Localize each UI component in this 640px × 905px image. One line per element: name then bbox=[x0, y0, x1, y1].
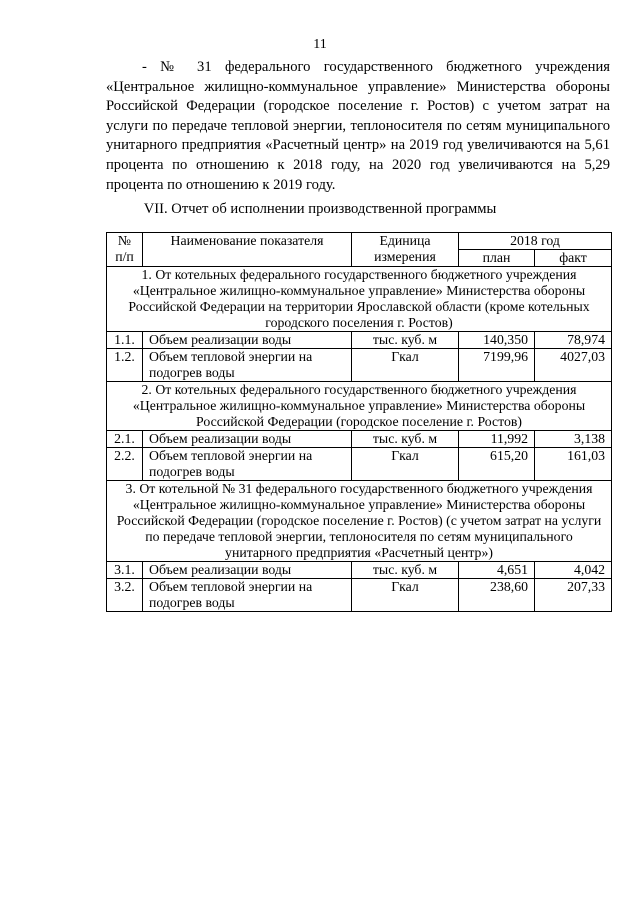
group-row bbox=[107, 481, 612, 562]
row-name: Объем тепловой энергии на подогрев воды bbox=[143, 349, 352, 382]
row-num: 1.1. bbox=[107, 332, 143, 349]
row-plan: 615,20 bbox=[459, 448, 535, 481]
table-row bbox=[107, 349, 612, 382]
section-title: VII. Отчет об исполнении производственной программы bbox=[143, 201, 497, 217]
row-num: 3.2. bbox=[107, 579, 143, 612]
header-unit-line2: измерения bbox=[374, 249, 436, 264]
table-header-row bbox=[107, 233, 612, 250]
header-name: Наименование показателя bbox=[143, 233, 352, 267]
row-unit: Гкал bbox=[352, 349, 459, 382]
header-year: 2018 год bbox=[459, 233, 612, 250]
row-fact: 207,33 bbox=[535, 579, 612, 612]
table-row bbox=[107, 332, 612, 349]
row-unit: тыс. куб. м bbox=[352, 332, 459, 349]
header-num-line2: п/п bbox=[115, 249, 134, 264]
row-unit: тыс. куб. м bbox=[352, 431, 459, 448]
row-plan: 7199,96 bbox=[459, 349, 535, 382]
row-name: Объем тепловой энергии на подогрев воды bbox=[143, 448, 352, 481]
group-row bbox=[107, 382, 612, 431]
table-row bbox=[107, 448, 612, 481]
production-report-table bbox=[106, 232, 612, 612]
header-unit bbox=[352, 233, 459, 267]
row-plan: 11,992 bbox=[459, 431, 535, 448]
row-name: Объем реализации воды bbox=[143, 431, 352, 448]
header-num-line1: № bbox=[117, 233, 132, 248]
row-plan: 140,350 bbox=[459, 332, 535, 349]
row-num: 1.2. bbox=[107, 349, 143, 382]
group-title: 1. От котельных федерального государственного бюджетного учреждения «Центральное жилищно-коммунальное управление» Министерства обороны Российской Федерации на территории Ярославской области (кроме котельных городского поселения г. Ростов) bbox=[107, 267, 612, 332]
group-row bbox=[107, 267, 612, 332]
table-row bbox=[107, 562, 612, 579]
row-unit: тыс. куб. м bbox=[352, 562, 459, 579]
row-name: Объем реализации воды bbox=[143, 332, 352, 349]
row-unit: Гкал bbox=[352, 448, 459, 481]
page-number: 11 bbox=[313, 37, 327, 52]
row-fact: 78,974 bbox=[535, 332, 612, 349]
row-unit: Гкал bbox=[352, 579, 459, 612]
header-fact: факт bbox=[535, 250, 612, 267]
row-name: Объем реализации воды bbox=[143, 562, 352, 579]
row-num: 2.2. bbox=[107, 448, 143, 481]
row-fact: 161,03 bbox=[535, 448, 612, 481]
header-num bbox=[107, 233, 143, 267]
row-fact: 4,042 bbox=[535, 562, 612, 579]
header-plan: план bbox=[459, 250, 535, 267]
group-title: 3. От котельной № 31 федерального государственного бюджетного учреждения «Центральное жилищно-коммунальное управление» Министерства обороны Российской Федерации (городское поселение г. Ростов) (с учетом затрат на услуги по передаче тепловой энергии, теплоносителя по сетям муниципального унитарного предприятия «Расчетный центр») bbox=[107, 481, 612, 562]
row-plan: 238,60 bbox=[459, 579, 535, 612]
table-row bbox=[107, 431, 612, 448]
header-unit-line1: Единица bbox=[379, 233, 431, 248]
row-fact: 4027,03 bbox=[535, 349, 612, 382]
row-name: Объем тепловой энергии на подогрев воды bbox=[143, 579, 352, 612]
table-row bbox=[107, 579, 612, 612]
group-title: 2. От котельных федерального государственного бюджетного учреждения «Центральное жилищно-коммунальное управление» Министерства обороны Российской Федерации (городское поселение г. Ростов) bbox=[107, 382, 612, 431]
row-num: 3.1. bbox=[107, 562, 143, 579]
row-num: 2.1. bbox=[107, 431, 143, 448]
row-plan: 4,651 bbox=[459, 562, 535, 579]
intro-text bbox=[106, 58, 610, 195]
row-fact: 3,138 bbox=[535, 431, 612, 448]
intro-paragraph: - № 31 федерального государственного бюджетного учреждения «Центральное жилищно-коммунальное управление» Министерства обороны Российской Федерации (городское поселение г. Ростов) с учетом затрат на услуги по передаче тепловой энергии, теплоносителя по сетям муниципального унитарного предприятия «Расчетный центр» на 2019 год увеличиваются на 5,61 процента по отношению к 2018 году, на 2020 год увеличиваются на 5,29 процента по отношению к 2019 году. bbox=[106, 59, 610, 193]
